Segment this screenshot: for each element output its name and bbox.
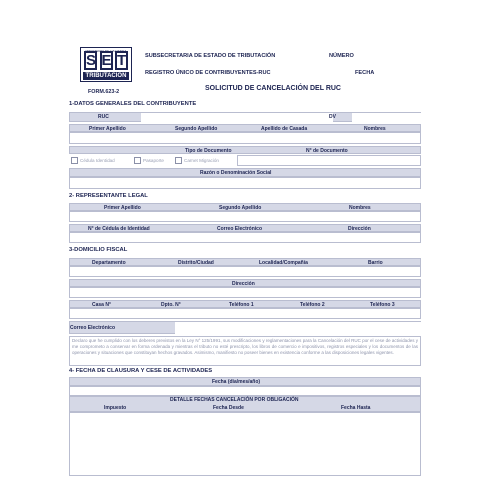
numero-label: NÚMERO xyxy=(329,53,354,59)
checkbox-icon xyxy=(175,157,182,164)
telefono1-header: Teléfono 1 xyxy=(229,302,254,308)
section1-title: 1-DATOS GENERALES DEL CONTRIBUYENTE xyxy=(69,101,197,107)
impuesto-header: Impuesto xyxy=(104,405,127,411)
ruc-input[interactable] xyxy=(141,113,333,122)
registro-label: REGISTRO ÚNICO DE CONTRIBUYENTES-RUC xyxy=(145,70,271,76)
set-logo xyxy=(80,47,132,82)
form-id: FORM.623-2 xyxy=(88,89,120,95)
rep-name-input-row[interactable] xyxy=(69,211,421,222)
pasaporte-checkbox[interactable] xyxy=(134,157,164,164)
telefono3-header: Teléfono 3 xyxy=(370,302,395,308)
dv-label: DV xyxy=(329,114,336,120)
razon-social-header: Razón o Denominación Social xyxy=(200,170,272,176)
rep-cedula-header: N° de Cédula de Identidad xyxy=(88,226,150,232)
section3-title: 3-DOMICILIO FISCAL xyxy=(69,247,128,253)
direccion-header: Dirección xyxy=(232,281,255,287)
detalle-table-body[interactable] xyxy=(69,412,421,476)
logo-bottom-text: TRIBUTACIÓN xyxy=(83,72,129,80)
razon-social-input[interactable] xyxy=(69,177,421,189)
logo-letter-e: E xyxy=(101,52,112,69)
correo-label: Correo Electrónico xyxy=(70,325,116,331)
direccion-input[interactable] xyxy=(69,287,421,298)
dv-input[interactable] xyxy=(352,113,421,122)
logo-letter-s: S xyxy=(86,52,97,69)
segundo-apellido-header: Segundo Apellido xyxy=(175,126,218,132)
rep-segundo-apellido-header: Segundo Apellido xyxy=(219,205,262,211)
pasaporte-option-label: Pasaporte xyxy=(143,158,164,163)
name-input-row[interactable] xyxy=(69,132,421,144)
house-input-row[interactable] xyxy=(69,308,421,319)
logo-top-text: MINISTERIO DE HACIENDA xyxy=(85,49,127,53)
casa-header: Casa N° xyxy=(92,302,111,308)
form-title: SOLICITUD DE CANCELACIÓN DEL RUC xyxy=(205,85,341,92)
tipo-documento-header: Tipo de Documento xyxy=(185,148,232,154)
fecha-hasta-header: Fecha Hasta xyxy=(341,405,371,411)
numero-documento-input[interactable] xyxy=(237,155,421,166)
document-header-row xyxy=(69,146,421,154)
carnet-checkbox[interactable] xyxy=(175,157,219,164)
primer-apellido-header: Primer Apellido xyxy=(89,126,126,132)
fecha-label: FECHA xyxy=(355,70,375,76)
checkbox-icon xyxy=(134,157,141,164)
rep-contact-input-row[interactable] xyxy=(69,232,421,243)
nombres-header: Nombres xyxy=(364,126,386,132)
checkbox-icon xyxy=(71,157,78,164)
rep-direccion-header: Dirección xyxy=(348,226,371,232)
fecha-desde-header: Fecha Desde xyxy=(213,405,244,411)
correo-row xyxy=(69,321,421,334)
rep-correo-header: Correo Electrónico xyxy=(217,226,263,232)
carnet-option-label: Carnet Migración xyxy=(184,158,219,163)
section2-title: 2- REPRESENTANTE LEGAL xyxy=(69,193,148,199)
subsecretaria-label: SUBSECRETARIA DE ESTADO DE TRIBUTACIÓN xyxy=(145,53,276,59)
telefono2-header: Teléfono 2 xyxy=(300,302,325,308)
departamento-header: Departamento xyxy=(92,260,126,266)
detalle-header: DETALLE FECHAS CANCELACIÓN POR OBLIGACIÓN xyxy=(170,397,299,403)
rep-primer-apellido-header: Primer Apellido xyxy=(104,205,141,211)
logo-letters xyxy=(84,51,128,71)
fecha-cese-header: Fecha (dia/mes/año) xyxy=(212,379,261,385)
location-input-row[interactable] xyxy=(69,266,421,277)
cedula-option-label: Cédula Identidad xyxy=(80,158,115,163)
numero-documento-header: N° de Documento xyxy=(306,148,348,154)
dpto-header: Dpto. N° xyxy=(161,302,181,308)
distrito-header: Distrito/Ciudad xyxy=(178,260,214,266)
localidad-header: Localidad/Compañía xyxy=(259,260,308,266)
correo-input[interactable] xyxy=(175,322,421,334)
rep-nombres-header: Nombres xyxy=(349,205,371,211)
ruc-label: RUC xyxy=(98,114,109,120)
barrio-header: Barrio xyxy=(368,260,383,266)
logo-letter-t: T xyxy=(117,52,127,69)
ruc-row xyxy=(69,112,421,122)
cedula-checkbox[interactable] xyxy=(71,157,115,164)
fecha-cese-input[interactable] xyxy=(69,386,421,396)
section4-title: 4- FECHA DE CLAUSURA Y CESE DE ACTIVIDADES xyxy=(69,368,213,374)
apellido-casada-header: Apellido de Casada xyxy=(261,126,308,132)
declaration-text: Declaro que he cumplido con los deberes previstos en la Ley N° 125/1991, sus modificaciones y reglamentaciones para la Cancelación del RUC por el cese de actividades y me comprometo a conservar en forma ordenada y mientras el tributo no esté prescripto, los libros de comercio e impositivos, registros especiales y los documentos de las operaciones y situaciones que constituyan hechos gravados. Asimismo, manifiesto no poseer bienes en existencia conforme a las disposiciones legales vigentes. xyxy=(69,336,421,366)
